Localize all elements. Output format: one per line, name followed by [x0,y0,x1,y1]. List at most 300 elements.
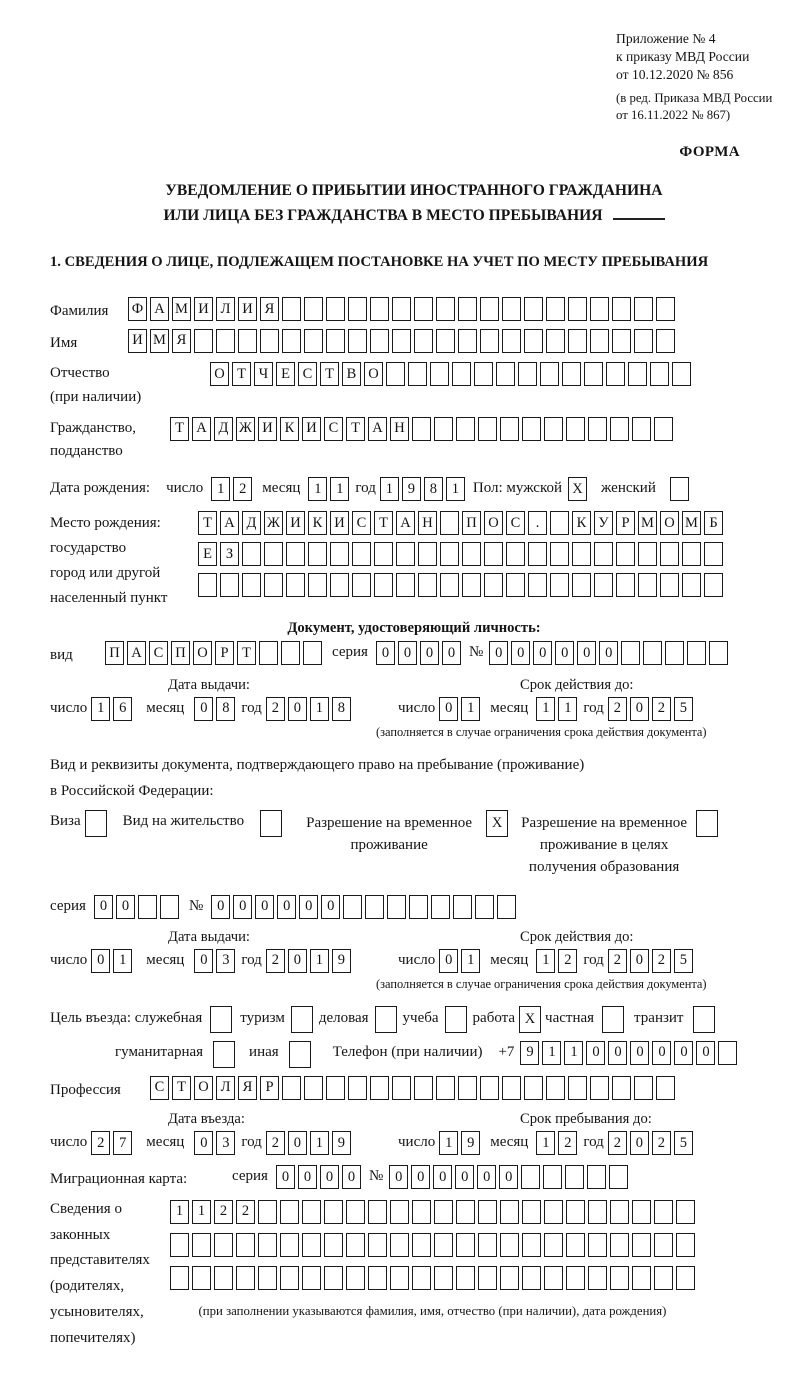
char-cell[interactable] [458,329,477,353]
char-cell[interactable]: 2 [652,949,671,973]
char-cell[interactable]: 0 [91,949,110,973]
char-cell[interactable]: 0 [211,895,230,919]
char-cell[interactable]: Л [216,297,235,321]
char-cell[interactable] [458,1076,477,1100]
char-cell[interactable] [286,542,305,566]
char-cell[interactable]: А [150,297,169,321]
purpose-work-checkbox[interactable] [519,1006,541,1033]
char-cell[interactable] [370,297,389,321]
char-cell[interactable] [409,895,428,919]
char-cell[interactable]: 0 [674,1041,693,1065]
char-cell[interactable]: 5 [674,697,693,721]
char-cell[interactable] [368,1200,387,1224]
char-cell[interactable] [210,1006,232,1033]
char-cell[interactable] [518,362,537,386]
char-cell[interactable]: 0 [116,895,135,919]
char-cell[interactable] [282,1076,301,1100]
char-cell[interactable]: 0 [94,895,113,919]
char-cell[interactable] [346,1266,365,1290]
char-cell[interactable] [478,417,497,441]
char-cell[interactable] [524,297,543,321]
char-cell[interactable] [170,1233,189,1257]
char-cell[interactable] [502,297,521,321]
char-cell[interactable] [612,297,631,321]
char-cell[interactable] [392,1076,411,1100]
char-cell[interactable] [672,362,691,386]
char-cell[interactable] [566,1200,585,1224]
char-cell[interactable]: 0 [277,895,296,919]
char-cell[interactable] [431,895,450,919]
char-cell[interactable] [544,1233,563,1257]
char-cell[interactable]: А [396,511,415,535]
char-cell[interactable]: П [462,511,481,535]
char-cell[interactable]: 1 [536,697,555,721]
char-cell[interactable] [214,1233,233,1257]
char-cell[interactable] [590,1076,609,1100]
char-cell[interactable] [484,573,503,597]
char-cell[interactable] [654,417,673,441]
char-cell[interactable]: 0 [194,949,213,973]
char-cell[interactable] [502,1076,521,1100]
char-cell[interactable] [280,1266,299,1290]
char-cell[interactable]: О [660,511,679,535]
char-cell[interactable] [709,641,728,665]
char-cell[interactable] [330,573,349,597]
char-cell[interactable] [462,542,481,566]
char-cell[interactable] [693,1006,715,1033]
char-cell[interactable] [546,1076,565,1100]
char-cell[interactable]: 0 [555,641,574,665]
char-cell[interactable] [352,573,371,597]
char-cell[interactable] [480,297,499,321]
char-cell[interactable] [412,1266,431,1290]
char-cell[interactable] [214,1266,233,1290]
char-cell[interactable] [324,1266,343,1290]
char-cell[interactable]: М [150,329,169,353]
char-cell[interactable]: 8 [424,477,443,501]
char-cell[interactable]: 0 [511,641,530,665]
char-cell[interactable]: А [127,641,146,665]
char-cell[interactable] [521,1165,540,1189]
char-cell[interactable] [550,542,569,566]
char-cell[interactable] [260,810,282,837]
char-cell[interactable]: 1 [439,1131,458,1155]
char-cell[interactable] [524,1076,543,1100]
char-cell[interactable] [368,1233,387,1257]
char-cell[interactable] [474,362,493,386]
char-cell[interactable] [348,1076,367,1100]
char-cell[interactable] [368,1266,387,1290]
char-cell[interactable] [412,417,431,441]
char-cell[interactable]: 0 [299,895,318,919]
char-cell[interactable]: 1 [308,477,327,501]
char-cell[interactable] [566,417,585,441]
char-cell[interactable] [500,1200,519,1224]
char-cell[interactable] [496,362,515,386]
char-cell[interactable]: Н [418,511,437,535]
char-cell[interactable] [632,1233,651,1257]
char-cell[interactable] [634,1076,653,1100]
char-cell[interactable]: 0 [630,1041,649,1065]
char-cell[interactable]: 2 [652,1131,671,1155]
char-cell[interactable]: И [238,297,257,321]
char-cell[interactable] [566,1266,585,1290]
char-cell[interactable] [610,1266,629,1290]
char-cell[interactable] [676,1200,695,1224]
char-cell[interactable]: С [150,1076,169,1100]
female-checkbox[interactable] [670,477,689,501]
char-cell[interactable]: 0 [489,641,508,665]
char-cell[interactable] [590,329,609,353]
char-cell[interactable] [718,1041,737,1065]
char-cell[interactable] [568,1076,587,1100]
char-cell[interactable]: С [506,511,525,535]
char-cell[interactable]: 0 [630,949,649,973]
char-cell[interactable] [704,542,723,566]
char-cell[interactable]: 9 [520,1041,539,1065]
char-cell[interactable] [676,1233,695,1257]
char-cell[interactable] [346,1200,365,1224]
char-cell[interactable]: 9 [461,1131,480,1155]
char-cell[interactable]: О [364,362,383,386]
char-cell[interactable] [480,329,499,353]
char-cell[interactable] [236,1233,255,1257]
char-cell[interactable]: К [572,511,591,535]
char-cell[interactable] [258,1266,277,1290]
char-cell[interactable]: 1 [564,1041,583,1065]
char-cell[interactable]: Д [214,417,233,441]
char-cell[interactable] [324,1200,343,1224]
char-cell[interactable] [452,362,471,386]
char-cell[interactable]: Б [704,511,723,535]
char-cell[interactable]: 0 [630,1131,649,1155]
char-cell[interactable]: 0 [376,641,395,665]
char-cell[interactable] [436,1076,455,1100]
char-cell[interactable]: К [308,511,327,535]
char-cell[interactable]: 2 [266,1131,285,1155]
char-cell[interactable]: О [193,641,212,665]
char-cell[interactable] [85,810,107,837]
char-cell[interactable]: Я [260,297,279,321]
char-cell[interactable] [436,329,455,353]
char-cell[interactable] [192,1233,211,1257]
char-cell[interactable]: 0 [420,641,439,665]
char-cell[interactable] [638,542,657,566]
char-cell[interactable]: . [528,511,547,535]
char-cell[interactable] [434,417,453,441]
char-cell[interactable]: О [210,362,229,386]
char-cell[interactable]: А [368,417,387,441]
char-cell[interactable] [303,641,322,665]
char-cell[interactable] [546,297,565,321]
char-cell[interactable]: М [682,511,701,535]
char-cell[interactable] [634,297,653,321]
char-cell[interactable] [374,542,393,566]
char-cell[interactable]: 1 [192,1200,211,1224]
char-cell[interactable] [170,1266,189,1290]
char-cell[interactable]: Т [170,417,189,441]
char-cell[interactable] [264,542,283,566]
char-cell[interactable]: Ф [128,297,147,321]
purpose-private-checkbox[interactable] [602,1006,624,1033]
char-cell[interactable]: И [194,297,213,321]
char-cell[interactable]: 0 [255,895,274,919]
char-cell[interactable]: 0 [439,697,458,721]
char-cell[interactable] [375,1006,397,1033]
char-cell[interactable]: Я [172,329,191,353]
char-cell[interactable] [258,1200,277,1224]
char-cell[interactable] [258,1233,277,1257]
char-cell[interactable]: 0 [320,1165,339,1189]
char-cell[interactable]: Т [374,511,393,535]
char-cell[interactable] [260,329,279,353]
char-cell[interactable] [687,641,706,665]
char-cell[interactable] [522,1233,541,1257]
char-cell[interactable]: X [519,1006,541,1033]
char-cell[interactable]: 2 [558,949,577,973]
char-cell[interactable]: 3 [216,949,235,973]
char-cell[interactable]: 0 [608,1041,627,1065]
char-cell[interactable] [392,329,411,353]
char-cell[interactable] [588,417,607,441]
char-cell[interactable] [656,297,675,321]
char-cell[interactable]: 1 [310,949,329,973]
char-cell[interactable] [440,573,459,597]
char-cell[interactable] [565,1165,584,1189]
char-cell[interactable] [682,573,701,597]
char-cell[interactable] [544,1266,563,1290]
char-cell[interactable] [308,573,327,597]
char-cell[interactable] [616,542,635,566]
char-cell[interactable] [434,1200,453,1224]
purpose-study-checkbox[interactable] [445,1006,467,1033]
char-cell[interactable] [588,1200,607,1224]
char-cell[interactable] [654,1200,673,1224]
char-cell[interactable]: Т [320,362,339,386]
char-cell[interactable]: 1 [536,949,555,973]
char-cell[interactable]: М [172,297,191,321]
char-cell[interactable]: О [484,511,503,535]
char-cell[interactable]: Р [215,641,234,665]
char-cell[interactable] [302,1200,321,1224]
char-cell[interactable]: М [638,511,657,535]
char-cell[interactable]: Т [198,511,217,535]
char-cell[interactable] [588,1233,607,1257]
char-cell[interactable] [160,895,179,919]
char-cell[interactable]: 0 [433,1165,452,1189]
purpose-tourism-checkbox[interactable] [291,1006,313,1033]
char-cell[interactable]: 0 [398,641,417,665]
char-cell[interactable] [528,573,547,597]
char-cell[interactable]: 0 [577,641,596,665]
char-cell[interactable] [434,1266,453,1290]
char-cell[interactable]: С [352,511,371,535]
char-cell[interactable] [291,1006,313,1033]
char-cell[interactable]: Р [260,1076,279,1100]
char-cell[interactable]: 5 [674,949,693,973]
char-cell[interactable] [308,542,327,566]
char-cell[interactable]: 1 [330,477,349,501]
char-cell[interactable] [280,1200,299,1224]
char-cell[interactable] [192,1266,211,1290]
char-cell[interactable] [632,417,651,441]
char-cell[interactable] [412,1200,431,1224]
char-cell[interactable] [259,641,278,665]
char-cell[interactable] [632,1266,651,1290]
char-cell[interactable] [458,297,477,321]
char-cell[interactable] [628,362,647,386]
purpose-official-checkbox[interactable] [210,1006,232,1033]
char-cell[interactable] [612,1076,631,1100]
char-cell[interactable]: Н [390,417,409,441]
purpose-transit-checkbox[interactable] [693,1006,715,1033]
char-cell[interactable] [550,573,569,597]
char-cell[interactable] [194,329,213,353]
char-cell[interactable] [656,329,675,353]
char-cell[interactable]: Т [346,417,365,441]
char-cell[interactable]: 1 [536,1131,555,1155]
char-cell[interactable]: X [486,810,508,837]
char-cell[interactable]: 2 [214,1200,233,1224]
char-cell[interactable] [566,1233,585,1257]
char-cell[interactable] [562,362,581,386]
char-cell[interactable] [632,1200,651,1224]
char-cell[interactable] [478,1266,497,1290]
char-cell[interactable]: С [149,641,168,665]
char-cell[interactable]: Ж [264,511,283,535]
char-cell[interactable] [638,573,657,597]
char-cell[interactable]: 1 [558,697,577,721]
char-cell[interactable] [665,641,684,665]
char-cell[interactable] [418,542,437,566]
char-cell[interactable] [390,1233,409,1257]
char-cell[interactable]: 2 [236,1200,255,1224]
char-cell[interactable] [670,477,689,501]
char-cell[interactable] [546,329,565,353]
char-cell[interactable] [326,297,345,321]
char-cell[interactable] [544,1200,563,1224]
char-cell[interactable] [543,1165,562,1189]
char-cell[interactable] [650,362,669,386]
char-cell[interactable] [550,511,569,535]
char-cell[interactable] [522,417,541,441]
char-cell[interactable] [343,895,362,919]
char-cell[interactable]: X [568,477,587,501]
char-cell[interactable]: С [324,417,343,441]
char-cell[interactable] [484,542,503,566]
char-cell[interactable]: 2 [266,949,285,973]
char-cell[interactable] [654,1266,673,1290]
char-cell[interactable] [418,573,437,597]
char-cell[interactable] [326,1076,345,1100]
char-cell[interactable] [348,297,367,321]
char-cell[interactable] [500,1233,519,1257]
char-cell[interactable] [302,1233,321,1257]
char-cell[interactable] [456,417,475,441]
char-cell[interactable] [475,895,494,919]
char-cell[interactable] [609,1165,628,1189]
char-cell[interactable]: 2 [608,697,627,721]
purpose-other-checkbox[interactable] [289,1041,311,1068]
char-cell[interactable] [242,573,261,597]
char-cell[interactable] [414,1076,433,1100]
char-cell[interactable]: 0 [288,1131,307,1155]
char-cell[interactable] [524,329,543,353]
char-cell[interactable]: 1 [170,1200,189,1224]
char-cell[interactable]: 0 [630,697,649,721]
char-cell[interactable] [302,1266,321,1290]
char-cell[interactable]: 1 [446,477,465,501]
char-cell[interactable] [304,297,323,321]
char-cell[interactable] [528,542,547,566]
char-cell[interactable]: 9 [402,477,421,501]
char-cell[interactable] [462,573,481,597]
char-cell[interactable]: В [342,362,361,386]
char-cell[interactable]: Р [616,511,635,535]
char-cell[interactable]: А [192,417,211,441]
char-cell[interactable]: Л [216,1076,235,1100]
char-cell[interactable] [660,542,679,566]
char-cell[interactable]: 0 [342,1165,361,1189]
char-cell[interactable]: 0 [533,641,552,665]
char-cell[interactable] [572,573,591,597]
char-cell[interactable] [588,1266,607,1290]
char-cell[interactable] [370,1076,389,1100]
char-cell[interactable]: Ч [254,362,273,386]
char-cell[interactable] [264,573,283,597]
char-cell[interactable] [434,1233,453,1257]
char-cell[interactable] [616,573,635,597]
char-cell[interactable] [478,1200,497,1224]
char-cell[interactable] [506,542,525,566]
char-cell[interactable]: 0 [321,895,340,919]
char-cell[interactable]: 1 [310,697,329,721]
char-cell[interactable]: К [280,417,299,441]
char-cell[interactable] [500,1266,519,1290]
char-cell[interactable]: 6 [113,697,132,721]
char-cell[interactable] [500,417,519,441]
char-cell[interactable] [281,641,300,665]
char-cell[interactable]: 0 [499,1165,518,1189]
char-cell[interactable] [696,810,718,837]
char-cell[interactable] [414,329,433,353]
char-cell[interactable] [396,542,415,566]
char-cell[interactable] [612,329,631,353]
char-cell[interactable] [282,329,301,353]
char-cell[interactable]: 0 [652,1041,671,1065]
char-cell[interactable] [198,573,217,597]
purpose-business-checkbox[interactable] [375,1006,397,1033]
char-cell[interactable]: 1 [461,949,480,973]
char-cell[interactable] [216,329,235,353]
char-cell[interactable] [602,1006,624,1033]
char-cell[interactable]: 1 [380,477,399,501]
char-cell[interactable] [414,297,433,321]
char-cell[interactable] [213,1041,235,1068]
char-cell[interactable] [590,297,609,321]
char-cell[interactable] [220,573,239,597]
char-cell[interactable]: Ж [236,417,255,441]
char-cell[interactable]: 0 [194,1131,213,1155]
char-cell[interactable]: 0 [194,697,213,721]
char-cell[interactable]: И [286,511,305,535]
char-cell[interactable] [326,329,345,353]
char-cell[interactable] [660,573,679,597]
char-cell[interactable] [497,895,516,919]
char-cell[interactable]: 2 [608,1131,627,1155]
char-cell[interactable]: 3 [216,1131,235,1155]
char-cell[interactable] [676,1266,695,1290]
